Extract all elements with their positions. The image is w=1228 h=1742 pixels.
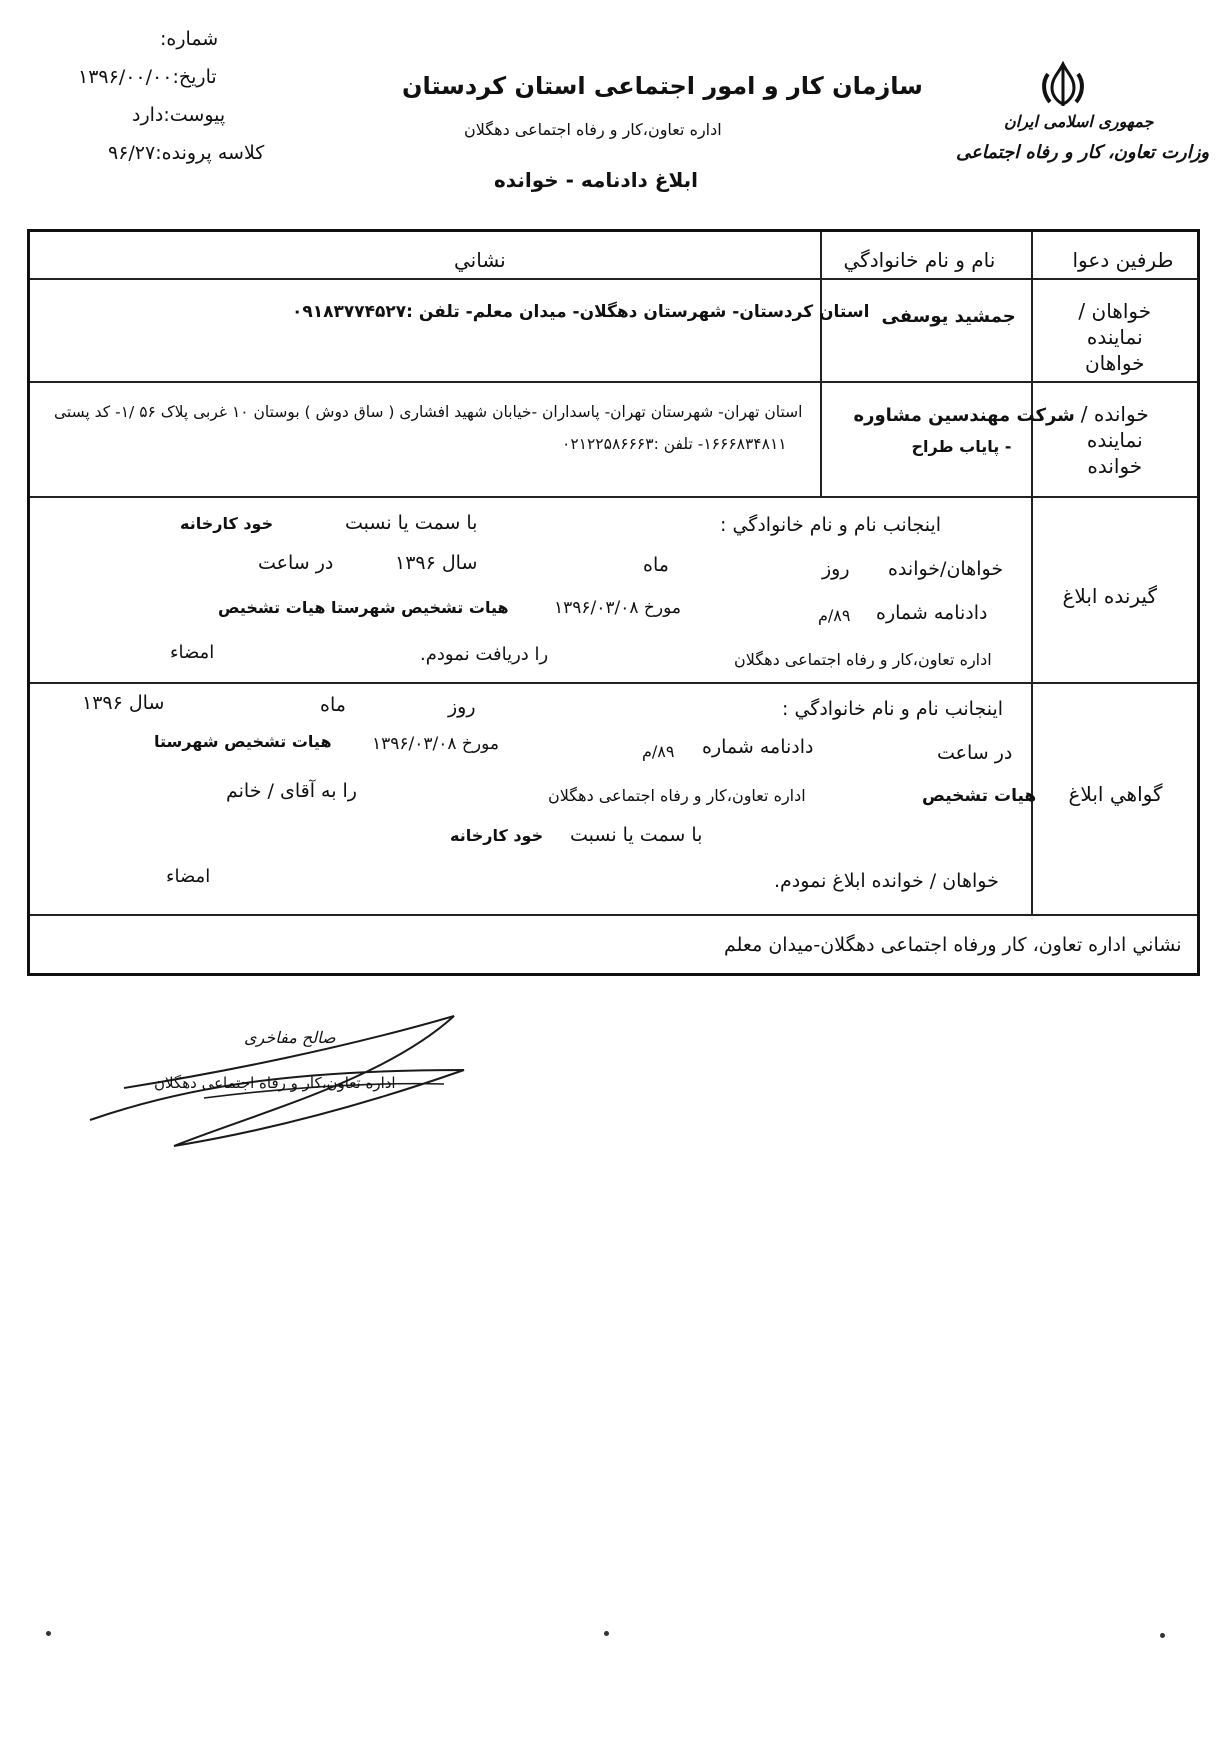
scan-dot	[604, 1631, 609, 1636]
defendant-address: استان تهران- شهرستان تهران- پاسداران -خیابان شهید افشاری ( ساق دوش ) بوستان ۱۰ غربی پلاک ۵۶ /۱- کد پستی ۱۶۶۶۸۳۴۸۱۱- تلفن :۰۲۱۲۲۵۸۶۶۶۳	[29, 382, 821, 497]
plaintiff-name: جمشید یوسفی	[821, 279, 1032, 382]
verdict-notice-table	[27, 229, 1200, 976]
plaintiff-row	[29, 279, 1199, 382]
plaintiff-address: استان کردستان- شهرستان دهگلان- میدان معلم- تلفن :۰۹۱۸۳۷۷۴۵۲۷	[29, 279, 821, 382]
office-title: اداره تعاون،کار و رفاه اجتماعی دهگلان	[464, 120, 722, 139]
form-title: ابلاغ دادنامه - خوانده	[494, 168, 698, 192]
footer-address-row	[29, 915, 1199, 975]
signature-flourish-icon	[84, 988, 484, 1158]
certificate-row	[29, 683, 1199, 915]
certificate-label: گواهي ابلاغ	[1032, 683, 1199, 915]
certificate-content: اینجانب نام و نام خانوادگي : روز ماه سال ۱۳۹۶ در ساعت دادنامه شماره ۸۹/م مورخ ۱۳۹۶/۰۳/۰۸ هیات تشخیص شهرستا هیات تشخیص اداره تعاون،کار و رفاه اجتماعی دهگلان را به آقای / خانم با سمت یا نسبت خود کارخانه خواهان / خوانده ابلاغ نمودم. امضاء	[29, 683, 1032, 915]
attachment-label: پیوست:دارد	[132, 104, 226, 126]
emblem-text-ministry: وزارت تعاون، کار و رفاه اجتماعی	[956, 142, 1210, 163]
table-header-row	[29, 231, 1199, 279]
file-class-label: کلاسه پرونده:۹۶/۲۷	[108, 142, 265, 164]
signature-name: صالح مفاخری	[244, 1028, 336, 1047]
emblem	[1038, 60, 1088, 110]
receiver-content: اینجانب نام و نام خانوادگي : با سمت یا نسبت خود کارخانه خواهان/خوانده روز ماه سال ۱۳۹۶ در ساعت دادنامه شماره ۸۹/م مورخ ۱۳۹۶/۰۳/۰۸ هیات تشخیص شهرستا هیات تشخیص اداره تعاون،کار و رفاه اجتماعی دهگلان را دریافت نمودم. امضاء	[29, 497, 1032, 683]
signature-office: اداره تعاون،کار و رفاه اجتماعی دهگلان	[154, 1074, 396, 1092]
iran-emblem-icon	[1038, 60, 1088, 110]
plaintiff-role: خواهان / نماینده خواهان	[1032, 279, 1199, 382]
header-address: نشاني	[29, 231, 821, 279]
defendant-role: خوانده / نماینده خوانده	[1032, 382, 1199, 497]
receiver-label: گیرنده ابلاغ	[1032, 497, 1199, 683]
handwritten-signature	[84, 988, 484, 1158]
footer-address: نشاني اداره تعاون، کار ورفاه اجتماعی دهگلان-میدان معلم	[29, 915, 1199, 975]
scan-dot	[1160, 1633, 1165, 1638]
emblem-text-republic: جمهوری اسلامی ایران	[1004, 112, 1154, 131]
date-label: تاریخ:۱۳۹۶/۰۰/۰۰	[78, 66, 217, 88]
receiver-row	[29, 497, 1199, 683]
defendant-row	[29, 382, 1199, 497]
number-label: شماره:	[160, 28, 219, 50]
scan-dot	[46, 1631, 51, 1636]
defendant-name: شرکت مهندسین مشاوره - پایاب طراح	[821, 382, 1032, 497]
header-name: نام و نام خانوادگي	[821, 231, 1032, 279]
org-title: سازمان کار و امور اجتماعی استان کردستان	[402, 72, 923, 100]
header-parties: طرفین دعوا	[1032, 231, 1199, 279]
